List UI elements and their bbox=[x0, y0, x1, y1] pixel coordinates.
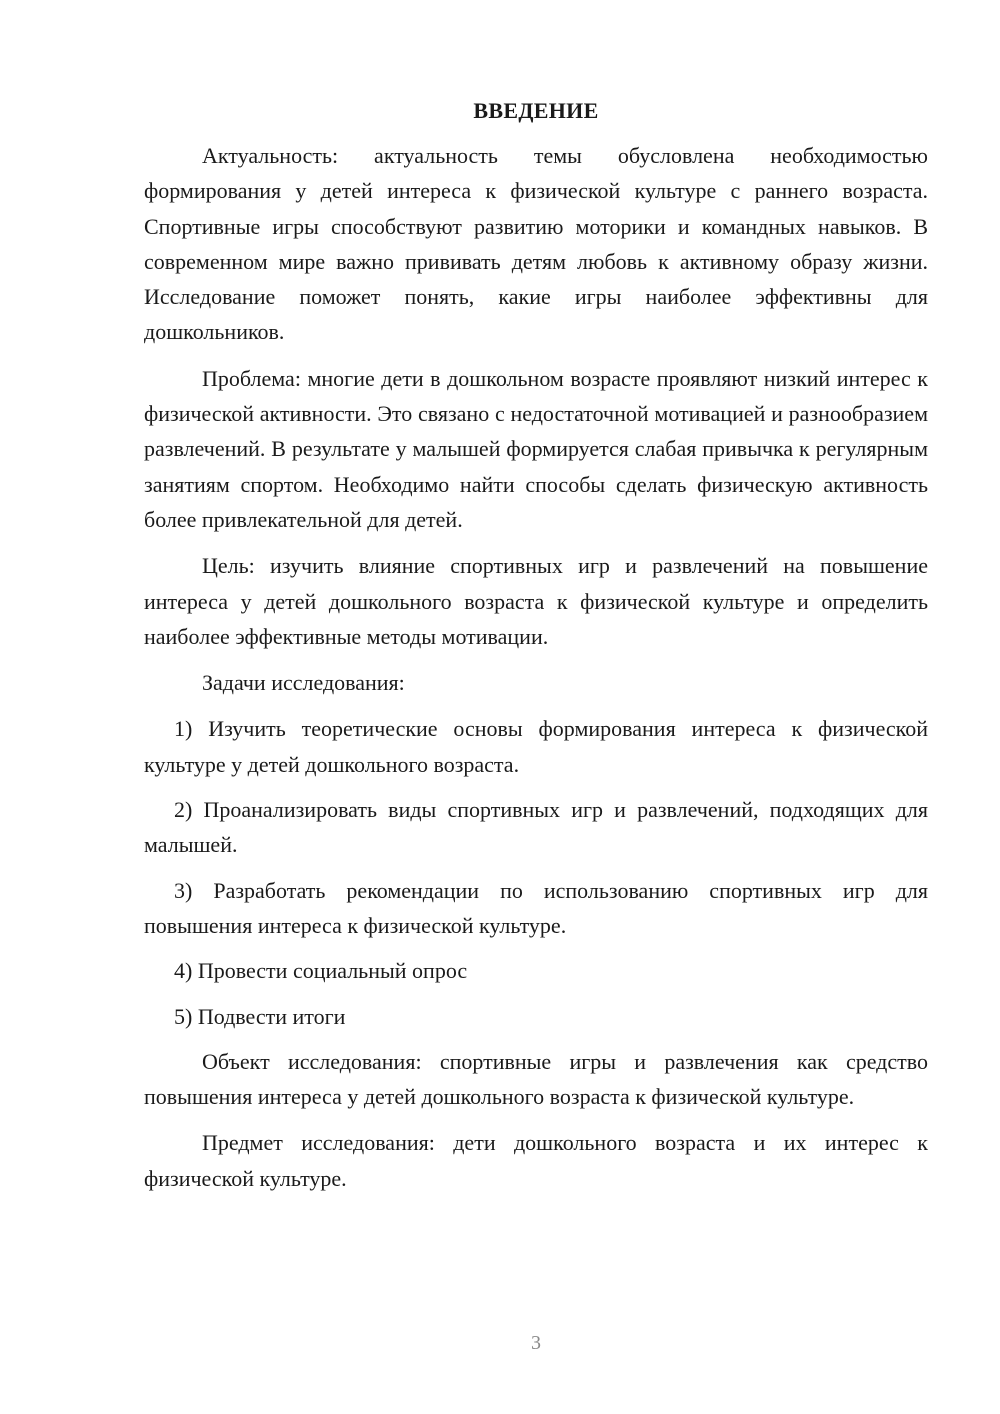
task-item-3: 3) Разработать рекомендации по использованию спортивных игр для повышения интереса к физической культуре. bbox=[144, 877, 928, 938]
goal-paragraph: Цель: изучить влияние спортивных игр и развлечений на повышение интереса у детей дошкольного возраста к физической культуре и определить наиболее эффективные методы мотивации. bbox=[144, 553, 928, 649]
task-item-2: 2) Проанализировать виды спортивных игр и развлечений, подходящих для малышей. bbox=[144, 797, 928, 858]
task-item-1: 1) Изучить теоретические основы формирования интереса к физической культуре у детей дошкольного возраста. bbox=[144, 716, 928, 777]
tasks-list bbox=[144, 711, 928, 1033]
tasks-title: Задачи исследования: bbox=[202, 670, 405, 696]
task-item-4: 4) Провести социальный опрос bbox=[174, 958, 468, 984]
object-paragraph: Объект исследования: спортивные игры и развлечения как средство повышения интереса у детей дошкольного возраста к физической культуре. bbox=[144, 1048, 928, 1110]
subject-paragraph: Предмет исследования: дети дошкольного возраста и их интерес к физической культуре. bbox=[144, 1130, 928, 1191]
document-heading: ВВЕДЕНИЕ bbox=[473, 98, 599, 123]
problem-paragraph: Проблема: многие дети в дошкольном возрасте проявляют низкий интерес к физической активности. Это связано с недостаточной мотивацией и разнообразием развлечений. В результате у малышей формируется слабая привычка к регулярным занятиям спортом. Необходимо найти способы сделать физическую активность более привлекательной для детей. bbox=[144, 365, 928, 532]
relevance-paragraph: Актуальность: актуальность темы обусловлена необходимостью формирования у детей интереса к физической культуре с раннего возраста. Спортивные игры способствуют развитию моторики и командных навыков. В современном мире важно прививать детям любовь к активному образу жизни. Исследование поможет понять, какие игры наиболее эффективны для дошкольников. bbox=[144, 143, 928, 345]
document-page bbox=[144, 94, 928, 1207]
task-item-5: 5) Подвести итоги bbox=[174, 1003, 346, 1029]
page-number: 3 bbox=[531, 1332, 541, 1354]
